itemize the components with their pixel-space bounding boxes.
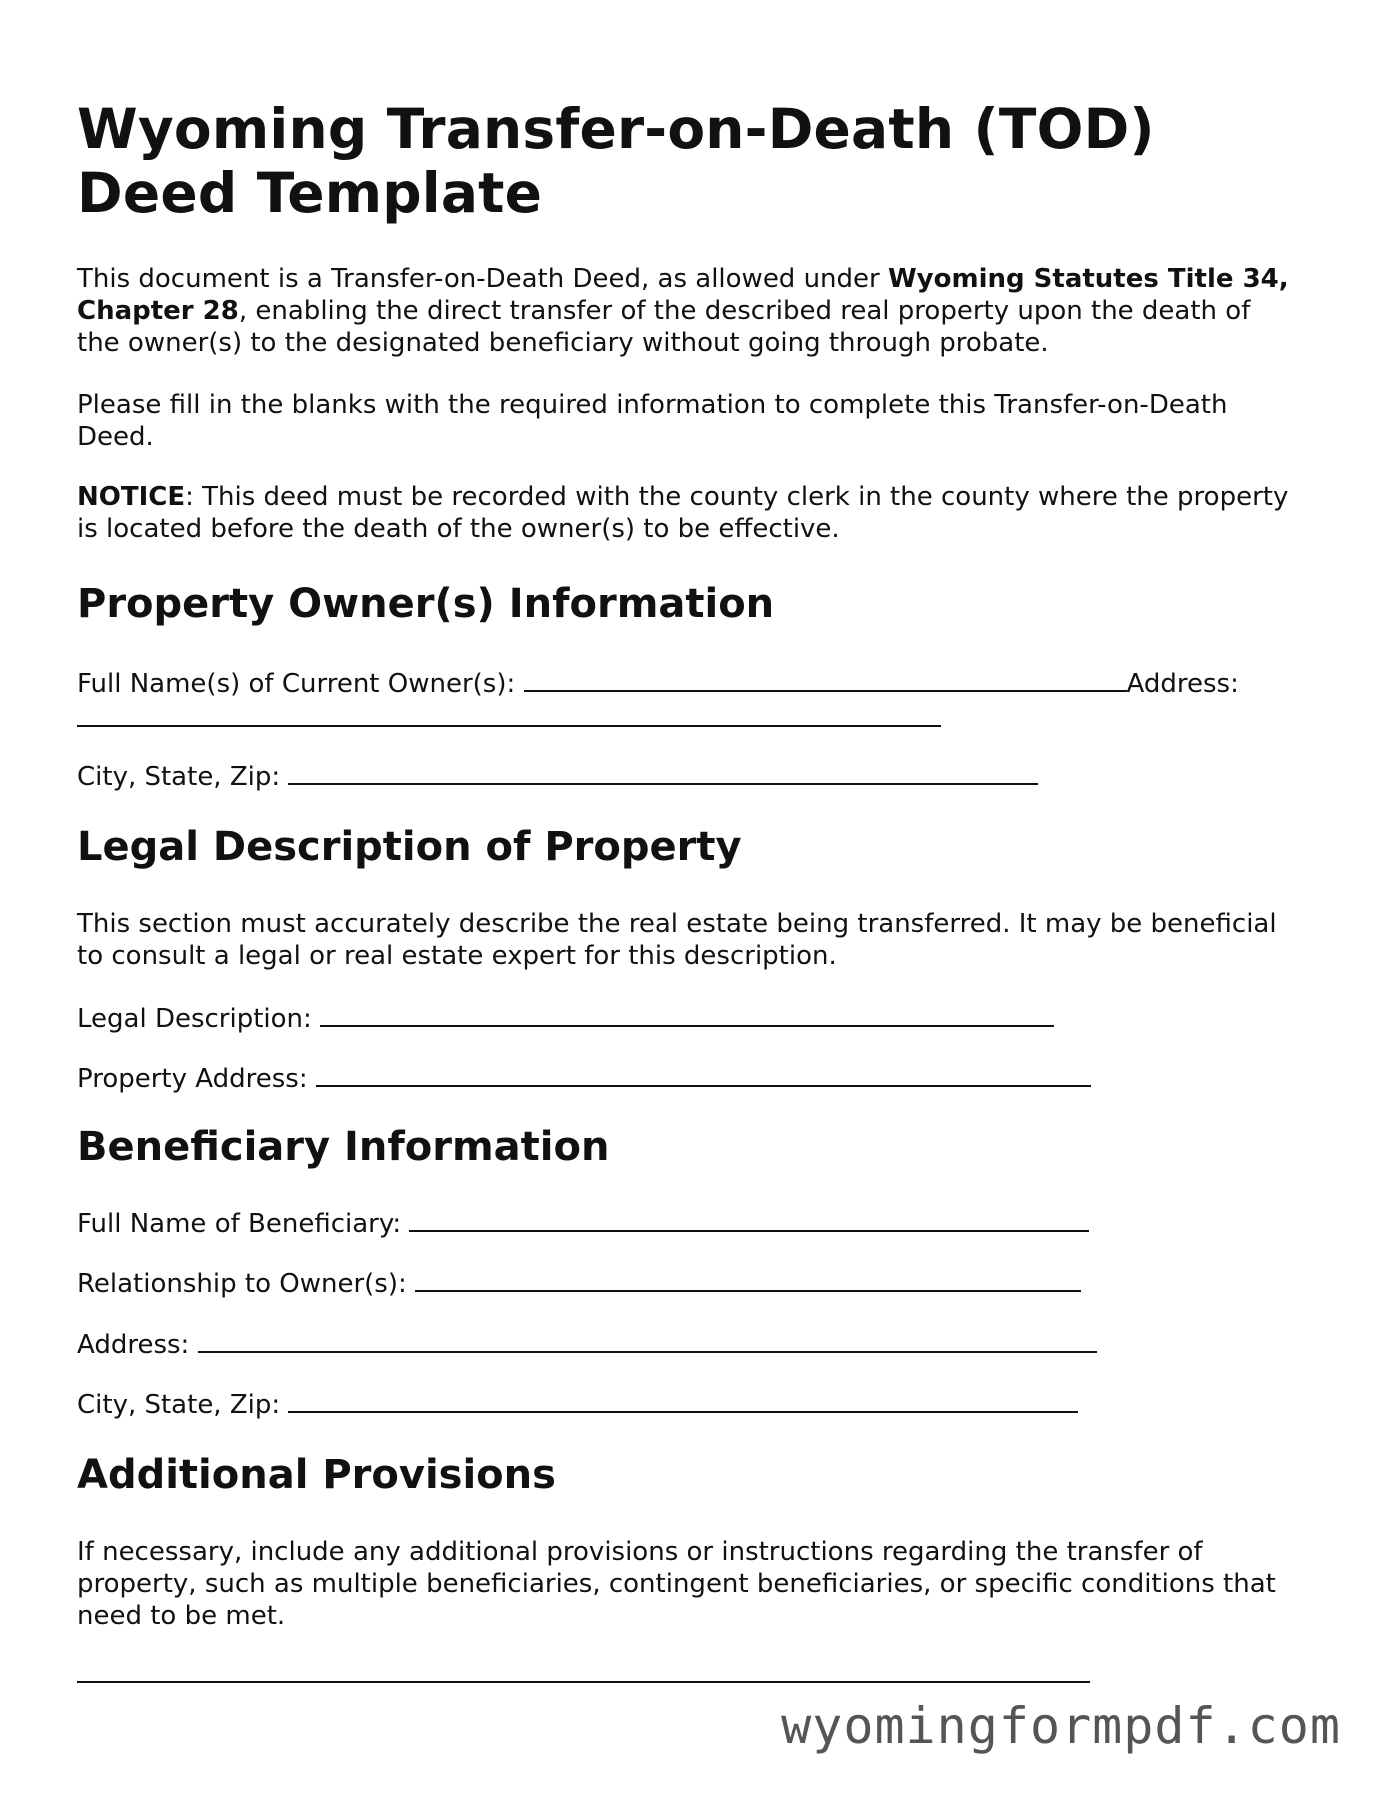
beneficiary-name-label: Full Name of Beneficiary: <box>77 1209 402 1239</box>
property-address-label: Property Address: <box>77 1064 308 1094</box>
notice-paragraph <box>77 481 1297 545</box>
beneficiary-city-label: City, State, Zip: <box>77 1390 281 1420</box>
owner-name-blank[interactable] <box>524 664 1127 692</box>
beneficiary-name-blank[interactable] <box>409 1204 1089 1232</box>
legal-description-blank[interactable] <box>320 999 1054 1027</box>
provisions-section-heading: Additional Provisions <box>77 1452 556 1498</box>
intro-paragraph <box>77 263 1297 359</box>
page-title: Wyoming Transfer-on-Death (TOD) Deed Template <box>77 97 1155 225</box>
statute-reference: Wyoming Statutes Title 34, Chapter 28 <box>77 264 1289 326</box>
owner-section-heading: Property Owner(s) Information <box>77 581 775 627</box>
intro-text-2: , enabling the direct transfer of the described real property upon the death of the owner(s) to the designated beneficiary without going through probate. <box>77 296 1251 358</box>
relationship-field <box>77 1264 1081 1300</box>
beneficiary-section-heading: Beneficiary Information <box>77 1124 610 1170</box>
provisions-blank[interactable] <box>77 1679 1090 1683</box>
notice-label: NOTICE <box>77 482 186 512</box>
watermark: wyomingformpdf.com <box>781 1697 1341 1755</box>
beneficiary-name-field <box>77 1204 1089 1240</box>
legal-description-label: Legal Description: <box>77 1004 312 1034</box>
legal-section-text: This section must accurately describe the real estate being transferred. It may be beneficial to consult a legal or real estate expert for this description. <box>77 909 1277 971</box>
beneficiary-address-field <box>77 1325 1097 1361</box>
provisions-text: If necessary, include any additional provisions or instructions regarding the transfer of property, such as multiple beneficiaries, contingent beneficiaries, or specific conditions that need to be met. <box>77 1537 1276 1631</box>
beneficiary-address-blank[interactable] <box>198 1325 1097 1353</box>
beneficiary-city-blank[interactable] <box>288 1385 1078 1413</box>
beneficiary-city-field <box>77 1385 1078 1421</box>
legal-section-heading: Legal Description of Property <box>77 824 742 870</box>
instructions-paragraph: Please fill in the blanks with the required information to complete this Transfer-on-Death Deed. <box>77 390 1228 452</box>
owner-name-field <box>77 664 1239 700</box>
owner-city-field <box>77 757 1038 793</box>
notice-text: : This deed must be recorded with the county clerk in the county where the property is located before the death of the owner(s) to be effective. <box>77 482 1289 544</box>
owner-address-label: Address: <box>1126 669 1239 699</box>
owner-name-label: Full Name(s) of Current Owner(s): <box>77 669 516 699</box>
relationship-label: Relationship to Owner(s): <box>77 1269 407 1299</box>
property-address-field <box>77 1059 1091 1095</box>
beneficiary-address-label: Address: <box>77 1330 190 1360</box>
intro-text-1: This document is a Transfer-on-Death Deed, as allowed under <box>77 264 888 294</box>
legal-description-field <box>77 999 1054 1035</box>
owner-address-blank[interactable] <box>77 723 941 727</box>
relationship-blank[interactable] <box>415 1264 1081 1292</box>
owner-city-blank[interactable] <box>288 757 1038 785</box>
property-address-blank[interactable] <box>316 1059 1091 1087</box>
owner-city-label: City, State, Zip: <box>77 762 281 792</box>
